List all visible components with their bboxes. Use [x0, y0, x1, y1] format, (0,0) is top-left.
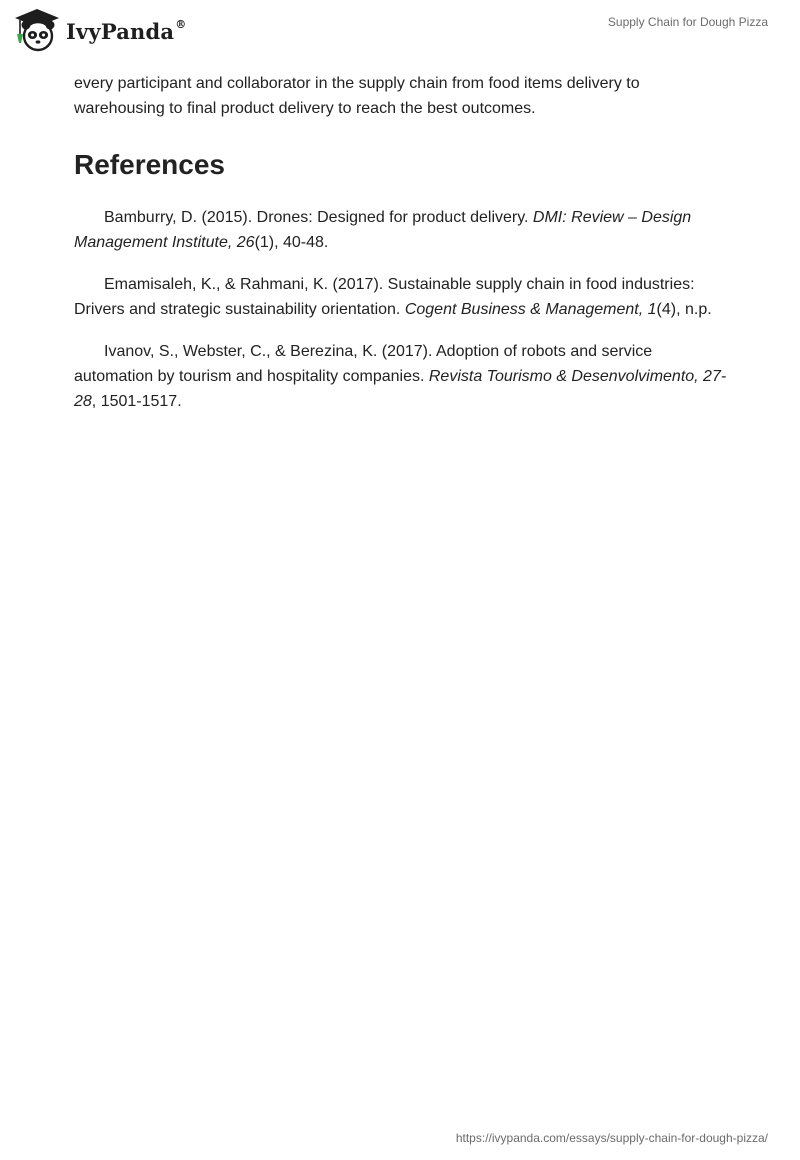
document-title: Supply Chain for Dough Pizza [607, 15, 768, 29]
reference-entry: Bamburry, D. (2015). Drones: Designed for product delivery. DMI: Review – Design Management Institute, 26(1), 40-48. [74, 209, 692, 251]
source-url-link[interactable]: https://ivypanda.com/essays/supply-chain-for-dough-pizza/ [455, 1131, 768, 1145]
reference-source: Revista Tourismo & Desenvolvimento, 27-28 [74, 368, 727, 410]
panda-graduation-cap-icon [14, 8, 60, 52]
reference-source: Cogent Business & Management, 1 [404, 301, 657, 318]
reference-entry: Ivanov, S., Webster, C., & Berezina, K. (2017). Adoption of robots and service automation by tourism and hospitality companies. Revista Tourismo & Desenvolvimento, 27-28, 1501-1517. [74, 343, 727, 410]
body-paragraph: every participant and collaborator in the supply chain from food items delivery to warehousing to final product delivery to reach the best outcomes. [74, 75, 640, 117]
reference-entry: Emamisaleh, K., & Rahmani, K. (2017). Sustainable supply chain in food industries: Drivers and strategic sustainability orientation. Cogent Business & Management, 1(4), n.p. [74, 276, 712, 318]
document-body [74, 71, 734, 431]
brand-name: IvyPanda® [66, 17, 187, 44]
references-heading: References [74, 149, 225, 180]
page-header [0, 0, 800, 60]
brand-logo[interactable] [14, 8, 186, 52]
registered-mark: ® [175, 17, 187, 31]
reference-source: DMI: Review – Design Management Institute, 26 [74, 209, 692, 251]
